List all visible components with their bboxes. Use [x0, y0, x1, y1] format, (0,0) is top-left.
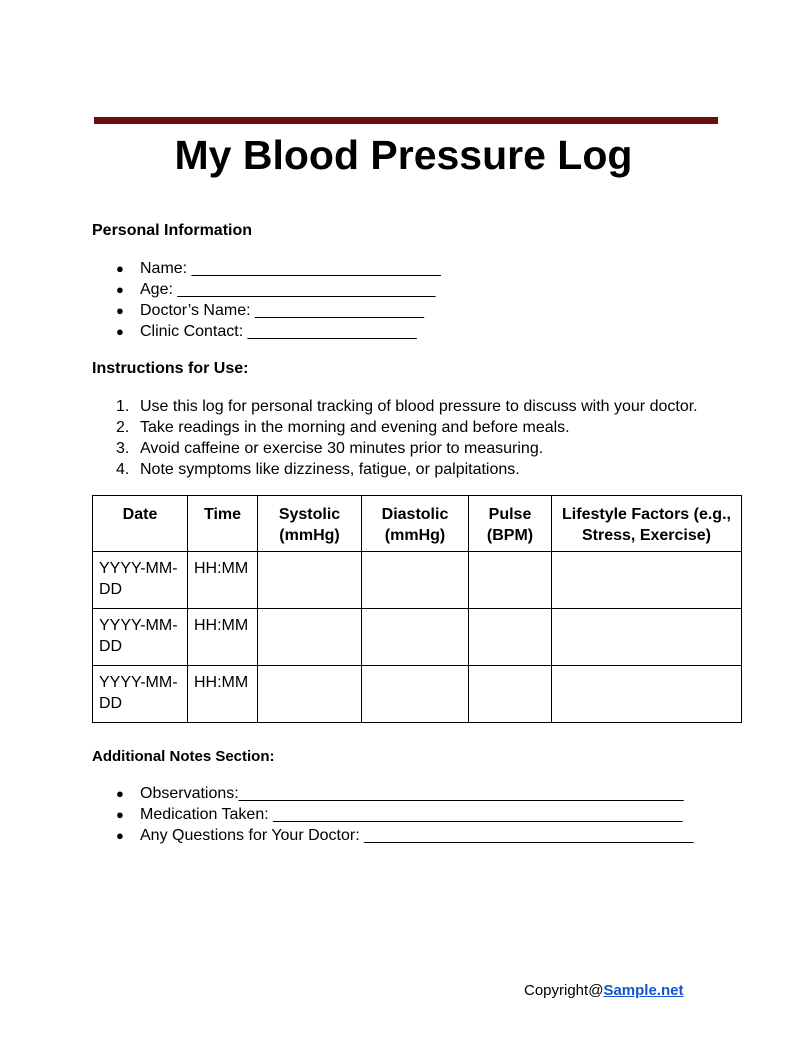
- instruction-item: 4. Note symptoms like dizziness, fatigue, or palpitations.: [116, 461, 520, 478]
- notes-item-observations: ● Observations:__________________________________________________: [116, 785, 684, 802]
- cell-lifestyle: [552, 552, 742, 609]
- bullet-icon: ●: [116, 324, 124, 339]
- bullet-icon: ●: [116, 828, 124, 843]
- header-date: Date: [93, 496, 188, 552]
- table-row: [93, 552, 742, 609]
- title-rule: [94, 117, 718, 124]
- instruction-item: 2. Take readings in the morning and evening and before meals.: [116, 419, 570, 436]
- list-number: 4.: [116, 461, 130, 478]
- sample-net-link[interactable]: Sample.net: [603, 982, 684, 999]
- cell-date: YYYY-MM-DD: [93, 666, 188, 723]
- blood-pressure-table: [92, 495, 742, 723]
- notes-item-medication: ● Medication Taken: ______________________________________________: [116, 806, 683, 823]
- notes-list: [92, 783, 693, 846]
- page-title: My Blood Pressure Log: [174, 132, 633, 178]
- notes-heading: Additional Notes Section:: [92, 748, 275, 765]
- personal-info-heading: Personal Information: [92, 222, 253, 239]
- cell-time: HH:MM: [188, 666, 258, 723]
- instruction-item: 1. Use this log for personal tracking of blood pressure to discuss with your doctor.: [116, 398, 698, 415]
- cell-time: HH:MM: [188, 609, 258, 666]
- cell-pulse: [469, 609, 552, 666]
- bullet-icon: ●: [116, 786, 124, 801]
- cell-lifestyle: [552, 666, 742, 723]
- bullet-icon: ●: [116, 261, 124, 276]
- personal-info-item-clinic: ● Clinic Contact: ___________________: [116, 323, 417, 340]
- list-number: 2.: [116, 419, 130, 436]
- copyright-text: Copyright@: [524, 982, 604, 999]
- notes-item-questions: ● Any Questions for Your Doctor: _____________________________________: [116, 827, 694, 844]
- list-number: 3.: [116, 440, 130, 457]
- personal-info-item-age: ● Age: _____________________________: [116, 281, 436, 298]
- cell-systolic: [258, 609, 362, 666]
- cell-time: HH:MM: [188, 552, 258, 609]
- cell-pulse: [469, 552, 552, 609]
- cell-date: YYYY-MM-DD: [93, 609, 188, 666]
- bullet-icon: ●: [116, 807, 124, 822]
- personal-info-list: [92, 258, 441, 342]
- cell-systolic: [258, 666, 362, 723]
- bullet-icon: ●: [116, 303, 124, 318]
- personal-info-item-doctor: ● Doctor’s Name: ___________________: [116, 302, 425, 319]
- header-diastolic: Diastolic (mmHg): [362, 496, 469, 552]
- table-header-row: [93, 496, 742, 552]
- table-row: [93, 609, 742, 666]
- cell-date: YYYY-MM-DD: [93, 552, 188, 609]
- instructions-list: [92, 396, 698, 480]
- header-time: Time: [188, 496, 258, 552]
- cell-diastolic: [362, 609, 469, 666]
- cell-lifestyle: [552, 609, 742, 666]
- personal-info-item-name: ● Name: ____________________________: [116, 260, 441, 277]
- header-pulse: Pulse (BPM): [469, 496, 552, 552]
- cell-pulse: [469, 666, 552, 723]
- instruction-item: 3. Avoid caffeine or exercise 30 minutes prior to measuring.: [116, 440, 544, 457]
- cell-systolic: [258, 552, 362, 609]
- cell-diastolic: [362, 552, 469, 609]
- table-row: [93, 666, 742, 723]
- instructions-heading: Instructions for Use:: [92, 360, 249, 377]
- header-systolic: Systolic (mmHg): [258, 496, 362, 552]
- copyright-footer: [524, 982, 683, 1000]
- header-lifestyle: Lifestyle Factors (e.g., Stress, Exercise): [552, 496, 742, 552]
- list-number: 1.: [116, 398, 130, 415]
- bullet-icon: ●: [116, 282, 124, 297]
- cell-diastolic: [362, 666, 469, 723]
